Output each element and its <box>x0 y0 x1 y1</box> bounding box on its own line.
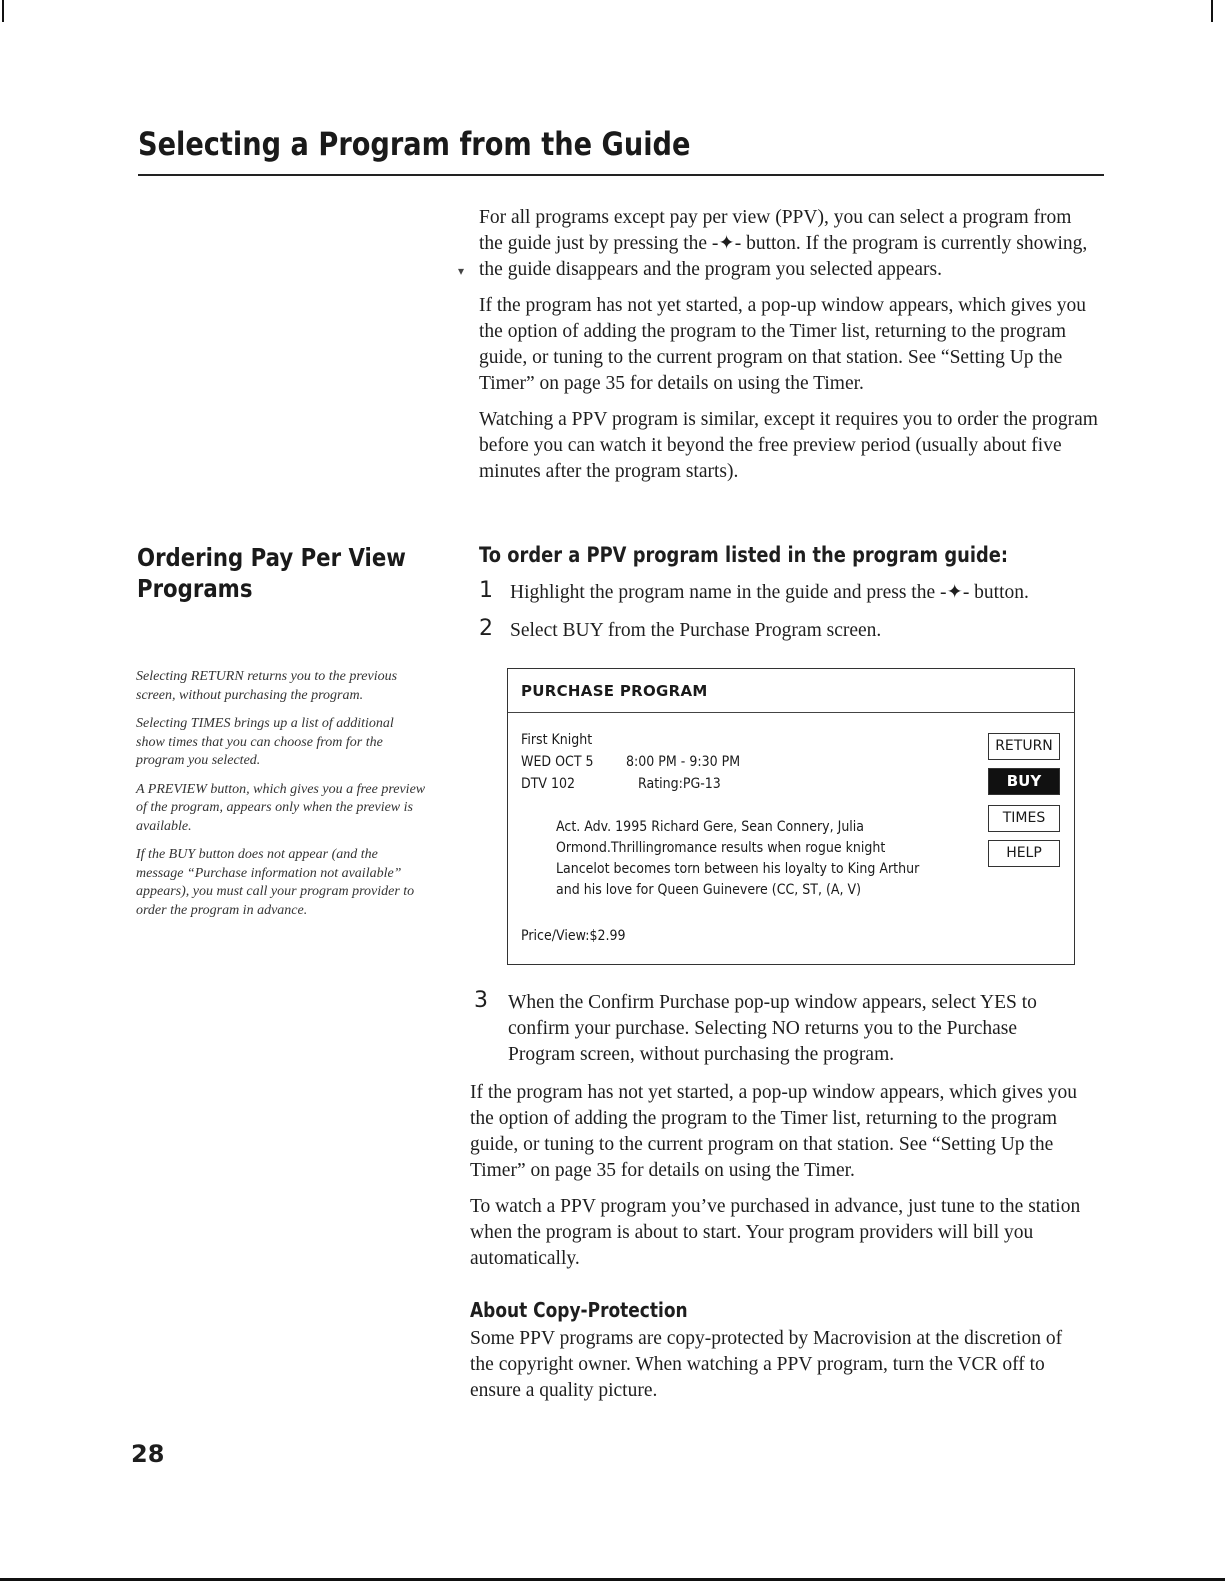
intro-paragraph-3: Watching a PPV program is similar, except it requires you to order the program before you can watch it beyond the free preview period (usually about five minutes after the program starts). <box>479 409 1098 482</box>
return-button[interactable]: RETURN <box>988 733 1060 760</box>
step-text: When the Confirm Purchase pop-up window appears, select YES to confirm your purchase. Selecting NO returns you to the Purchase Program screen, without purchasing the program. <box>508 992 1037 1065</box>
step-3 <box>474 990 1074 1068</box>
page-title: Selecting a Program from the Guide <box>138 125 691 163</box>
intro-text <box>479 205 1099 495</box>
after-steps-paragraph-2: To watch a PPV program you’ve purchased in advance, just tune to the station when the program is about to start. Your program providers will bill you automatically. <box>470 1196 1081 1269</box>
program-channel: DTV 102 <box>521 776 576 792</box>
side-note: A PREVIEW button, which gives you a free preview of the program, appears only when the preview is available. <box>136 781 426 834</box>
after-steps-text <box>470 1080 1095 1282</box>
step-text: Highlight the program name in the guide and press the -✦- button. <box>510 582 1029 603</box>
step-number: 1 <box>479 578 493 603</box>
program-rating: Rating:PG-13 <box>638 776 721 792</box>
program-name: First Knight <box>521 732 593 748</box>
step-number: 3 <box>474 988 488 1013</box>
step-number: 2 <box>479 616 493 641</box>
side-note: Selecting RETURN returns you to the previous screen, without purchasing the program. <box>136 669 398 703</box>
step-2 <box>479 618 1099 644</box>
intro-paragraph-1: For all programs except pay per view (PPV), you can select a program from the guide just by pressing the -✦- button. If the program is currently showing, the guide disappears and the program you selected appears. <box>479 207 1088 280</box>
program-time: 8:00 PM - 9:30 PM <box>626 754 741 770</box>
crop-mark-left <box>2 0 4 22</box>
ordering-section-heading: Ordering Pay Per View Programs <box>137 543 406 603</box>
side-notes <box>136 668 426 930</box>
crop-mark-right <box>1211 0 1213 22</box>
step-1 <box>479 580 1099 606</box>
copy-protection-text: Some PPV programs are copy-protected by Macrovision at the discretion of the copyright owner. When watching a PPV program, turn the VCR off to ensure a quality picture. <box>470 1328 1063 1401</box>
copy-protection-heading: About Copy-Protection <box>470 1298 688 1322</box>
times-button[interactable]: TIMES <box>988 805 1060 832</box>
intro-paragraph-2: If the program has not yet started, a pop-up window appears, which gives you the option of adding the program to the Timer list, returning to the program guide, or tuning to the current program on that station. See “Setting Up the Timer” on page 35 for details on using the Timer. <box>479 295 1087 394</box>
margin-marker: ▾ <box>458 264 465 278</box>
title-rule <box>138 174 1104 176</box>
program-price: Price/View:$2.99 <box>521 928 626 944</box>
program-description: Act. Adv. 1995 Richard Gere, Sean Connery, Julia Ormond.Thrillingromance results when rogue knight Lancelot becomes torn between his loyalty to King Arthur and his love for Queen Guinevere (CC, ST, (A, V) <box>556 819 920 898</box>
bottom-crop-rule <box>0 1578 1225 1581</box>
program-date: WED OCT 5 <box>521 754 594 770</box>
buy-button[interactable]: BUY <box>988 768 1060 795</box>
purchase-program-screen <box>507 668 1075 965</box>
purchase-screen-title: PURCHASE PROGRAM <box>521 682 708 700</box>
after-steps-paragraph-1: If the program has not yet started, a pop-up window appears, which gives you the option of adding the program to the Timer list, returning to the program guide, or tuning to the current program on that station. See “Setting Up the Timer” on page 35 for details on using the Timer. <box>470 1082 1078 1181</box>
step-text: Select BUY from the Purchase Program screen. <box>510 620 882 641</box>
help-button[interactable]: HELP <box>988 840 1060 867</box>
side-note: If the BUY button does not appear (and the message “Purchase information not available” appears), you must call your program provider to order the program in advance. <box>136 847 415 918</box>
purchase-screen-divider <box>508 712 1074 713</box>
side-note: Selecting TIMES brings up a list of additional show times that you can choose from for the program you selected. <box>136 716 394 768</box>
ordering-subheading: To order a PPV program listed in the program guide: <box>479 543 1008 567</box>
page-number: 28 <box>131 1440 165 1468</box>
